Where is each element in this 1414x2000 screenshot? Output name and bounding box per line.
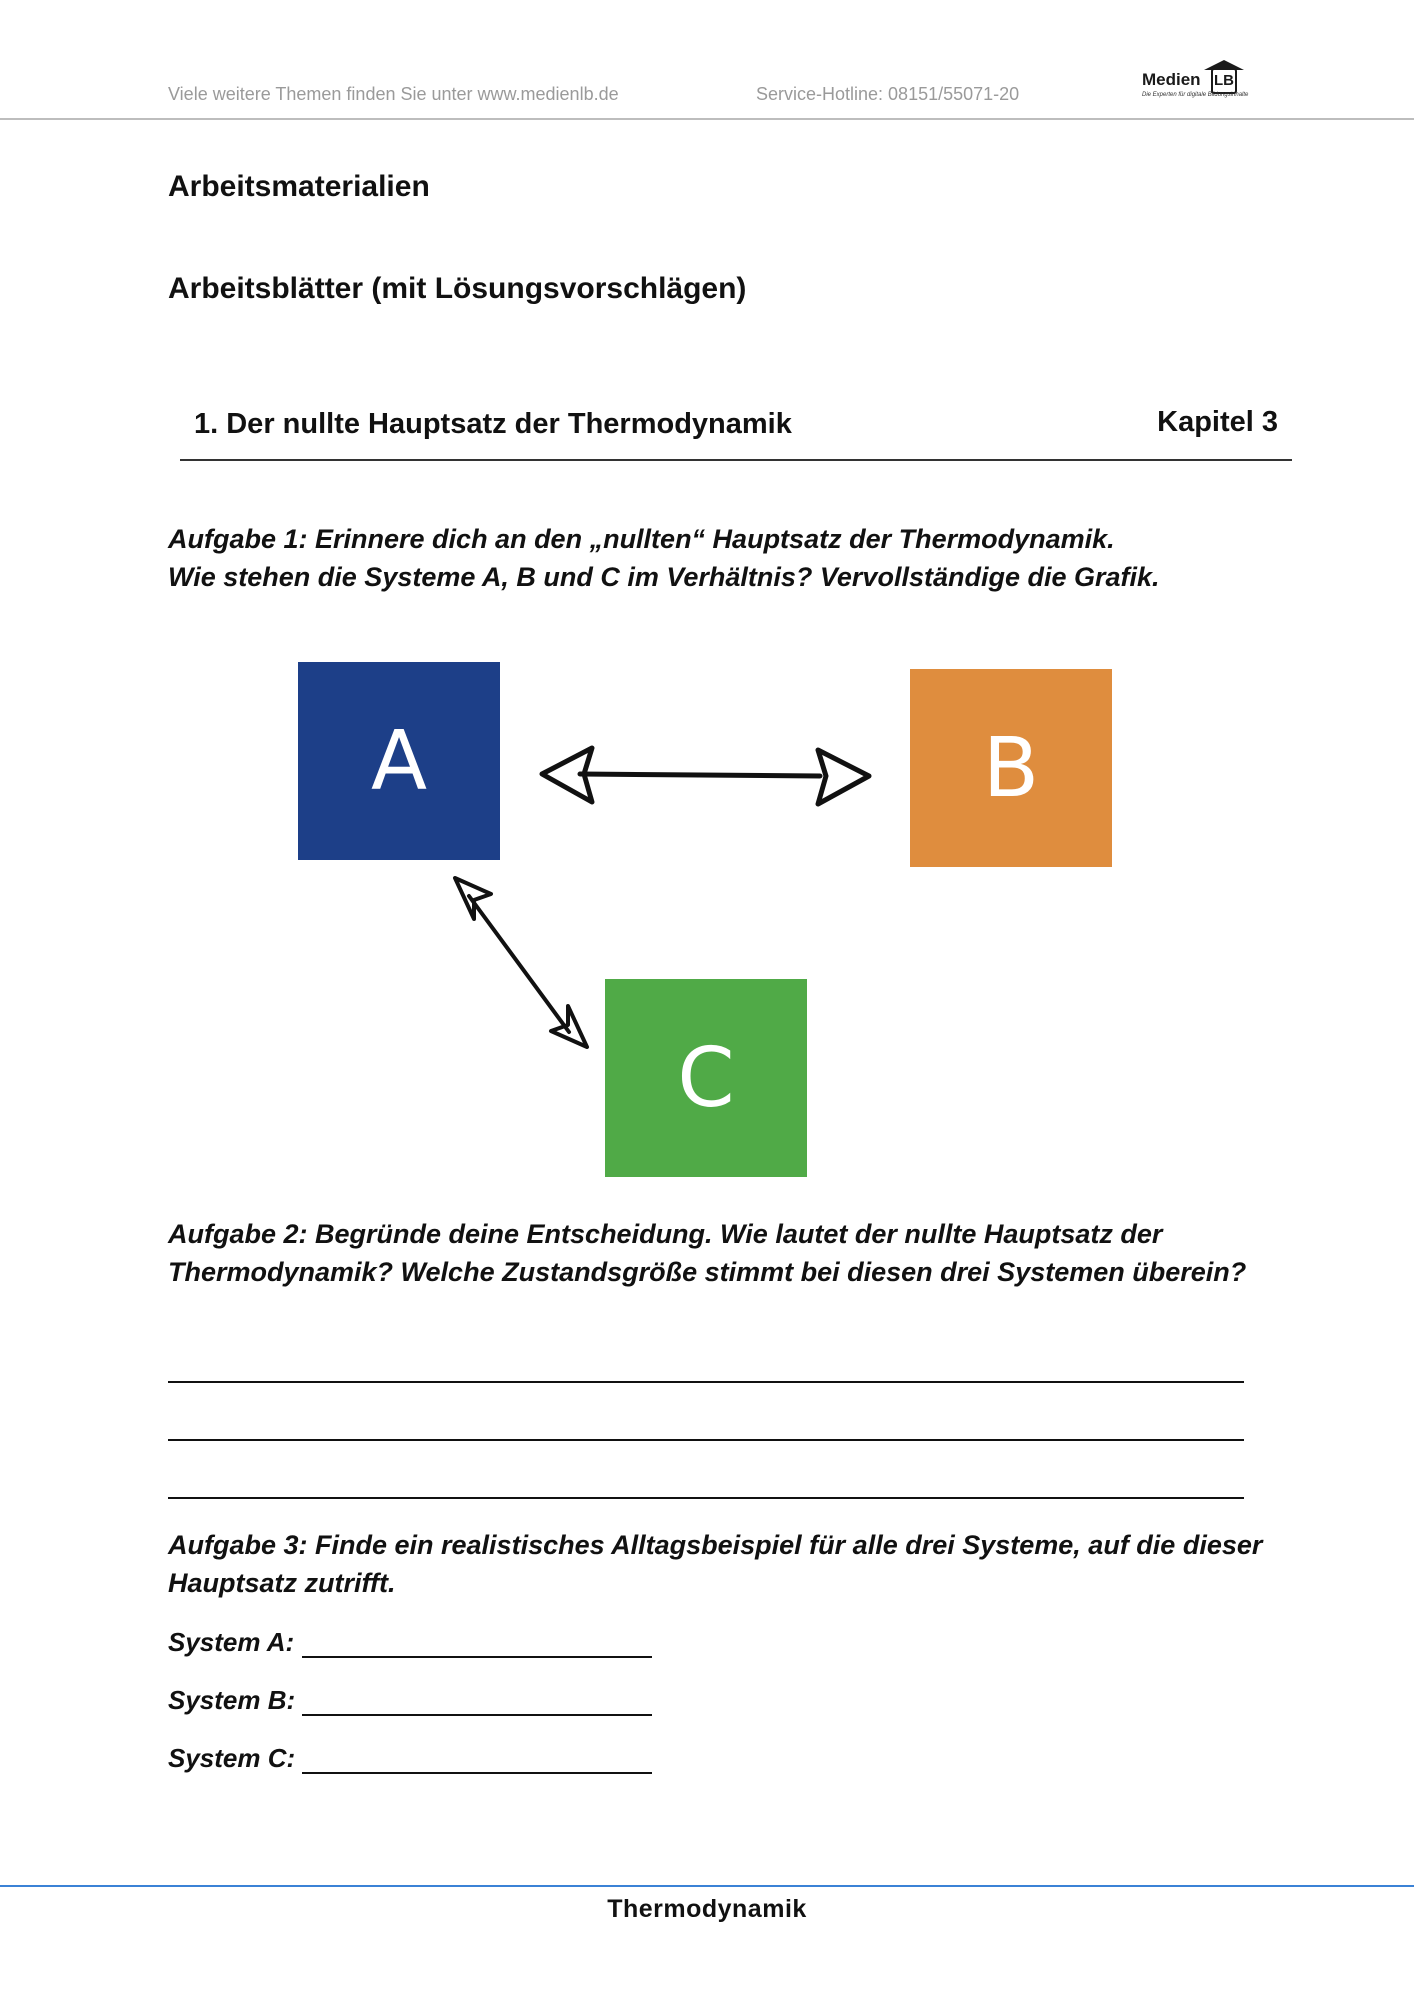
arrow-a-b-shaft [580, 774, 820, 776]
system-b-label: B [982, 720, 1040, 816]
system-b-answer-line[interactable] [302, 1714, 652, 1716]
arrow-a-b [542, 748, 869, 804]
page-subtitle: Arbeitsblätter (mit Lösungsvorschlägen) [168, 272, 747, 305]
arrowhead-right-icon [818, 750, 869, 804]
logo-word: Medien [1142, 70, 1201, 89]
task-2: Aufgabe 2: Begründe deine Entscheidung. Wie lautet der nullte Hauptsatz der Thermodynamik? Welche Zustandsgröße stimmt bei diesen drei Systemen überein? [168, 1219, 1247, 1287]
arrowhead-up-icon [455, 878, 491, 919]
arrow-a-c [455, 878, 587, 1047]
page-title: Arbeitsmaterialien [168, 170, 430, 203]
header-hotline-text: Service-Hotline: 08151/55071-20 [756, 84, 1020, 104]
system-a-answer-line[interactable] [302, 1656, 652, 1658]
task-1-line-1: Aufgabe 1: Erinnere dich an den „nullten“ Hauptsatz der Thermodynamik. [168, 524, 1115, 554]
arrow-a-c-shaft [469, 896, 569, 1032]
logo-box-letters: LB [1211, 68, 1237, 94]
task-3: Aufgabe 3: Finde ein realistisches Alltagsbeispiel für alle drei Systeme, auf die dieser Hauptsatz zutrifft. [168, 1530, 1263, 1598]
system-a-label: A [370, 713, 428, 809]
answer-line[interactable] [168, 1497, 1244, 1499]
footer-divider [0, 1885, 1414, 1887]
system-a-field-label: System A: [168, 1627, 295, 1657]
answer-line[interactable] [168, 1381, 1244, 1383]
arrowhead-left-icon [542, 748, 592, 802]
system-c-answer-line[interactable] [302, 1772, 652, 1774]
footer-title: Thermodynamik [607, 1895, 807, 1923]
section-title: 1. Der nullte Hauptsatz der Thermodynamik [194, 408, 792, 440]
header-website-text: Viele weitere Themen finden Sie unter www.medienlb.de [168, 84, 619, 104]
system-c-label: C [677, 1030, 735, 1126]
system-b-field-label: System B: [168, 1685, 296, 1715]
task-1-line-2: Wie stehen die Systeme A, B und C im Verhältnis? Vervollständige die Grafik. [168, 562, 1160, 592]
chapter-label: Kapitel 3 [1157, 406, 1278, 438]
system-c-field-label: System C: [168, 1743, 296, 1773]
answer-line[interactable] [168, 1439, 1244, 1441]
logo-tagline: Die Experten für digitale Bildungsinhalte [1142, 92, 1249, 98]
